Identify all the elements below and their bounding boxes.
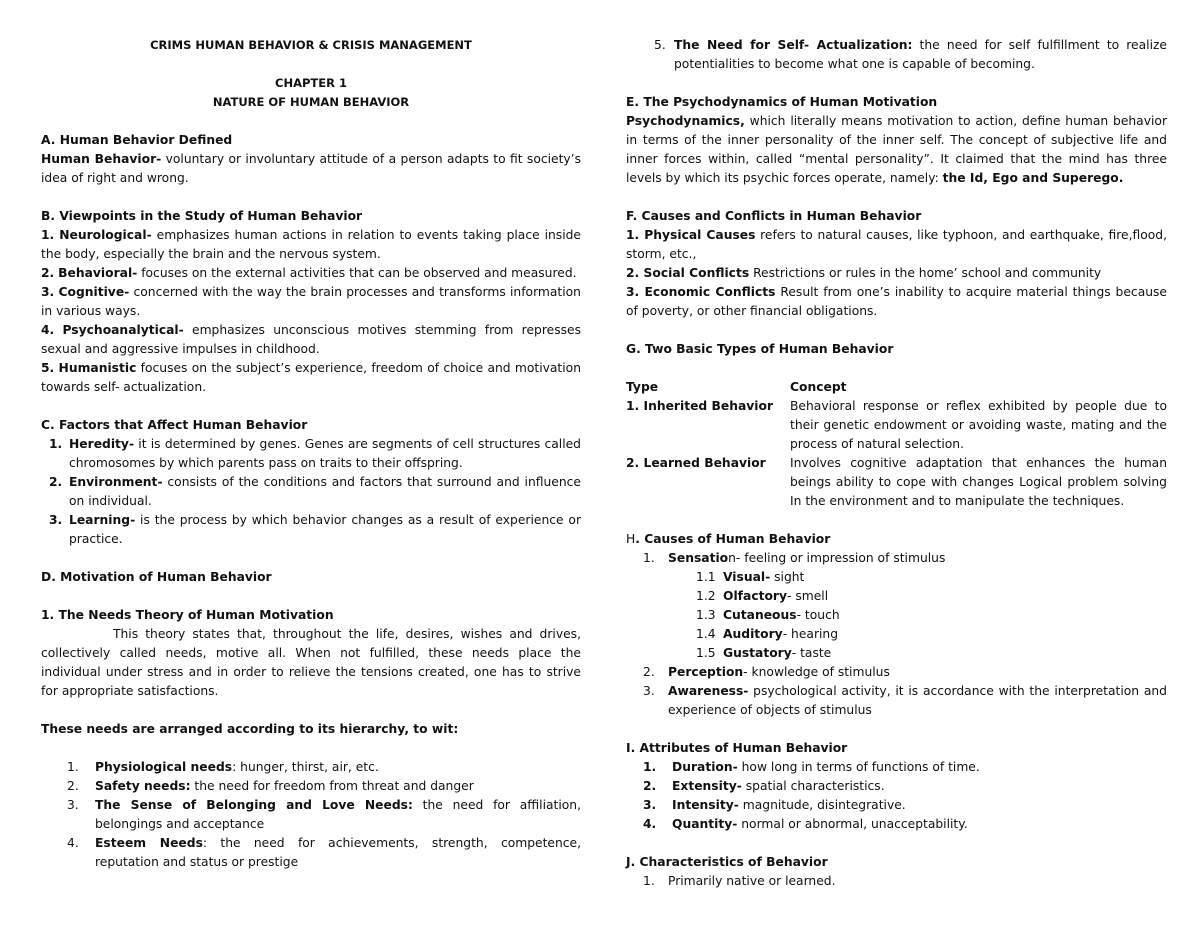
- cause-behavior-item: 3. Awareness- psychological activity, it is accordance with the interpretation and experience of objects of stimulus: [643, 684, 1167, 717]
- table-cell-type: 2. Learned Behavior: [626, 456, 766, 470]
- sense-item: 1.3 Cutaneous- touch: [696, 608, 840, 622]
- chapter-title: NATURE OF HUMAN BEHAVIOR: [212, 95, 410, 109]
- section-e-heading: E. The Psychodynamics of Human Motivation: [626, 95, 938, 109]
- needs-list: [41, 758, 581, 872]
- section-d-heading: D. Motivation of Human Behavior: [41, 570, 272, 584]
- attribute-item: 2. Extensity- spatial characteristics.: [643, 779, 885, 793]
- attribute-item: 3. Intensity- magnitude, disintegrative.: [643, 798, 906, 812]
- chapter-number: CHAPTER 1: [275, 76, 347, 90]
- viewpoint-item: 4. Psychoanalytical- emphasizes unconscious motives stemming from represses sexual and aggressive impulses in childhood.: [41, 323, 581, 356]
- need-item: 5. The Need for Self- Actualization: the need for self fulfillment to realize potentialities to become what one is capable of becoming.: [654, 38, 1168, 71]
- need-item: 3. The Sense of Belonging and Love Needs: the need for affiliation, belongings and acceptance: [67, 798, 581, 831]
- section-f-heading: F. Causes and Conflicts in Human Behavior: [626, 209, 922, 223]
- attribute-item: 4. Quantity- normal or abnormal, unacceptability.: [643, 817, 968, 831]
- characteristic-item: 1. Primarily native or learned.: [643, 874, 836, 888]
- needs-theory-paragraph: This theory states that, throughout the life, desires, wishes and drives, collectively called needs, motive all. When not fulfilled, these needs place the individual under stress and in order to relieve the tensions created, one has to strive for appropriate satisfactions.: [41, 627, 581, 698]
- section-a-definition: Human Behavior- voluntary or involuntary attitude of a person adapts to fit society’s idea of right and wrong.: [41, 152, 581, 185]
- table-cell-type: 1. Inherited Behavior: [626, 399, 774, 413]
- sense-item: 1.5 Gustatory- taste: [696, 646, 832, 660]
- psychodynamics-paragraph: Psychodynamics, which literally means motivation to action, define human behavior in terms of the inner personality of the inner self. The concept of subjective life and inner forces within, called “mental personality”. It claimed that the mind has three levels by which its psychic forces operate, namely: the Id, Ego and Superego.: [626, 114, 1167, 185]
- cause-item: 3. Economic Conflicts Result from one’s inability to acquire material things because of poverty, or other financial obligations.: [626, 285, 1167, 318]
- senses-list: [626, 568, 1167, 663]
- needs-theory-heading: 1. The Needs Theory of Human Motivation: [41, 608, 334, 622]
- left-column: [41, 36, 581, 872]
- table-cell-concept: Involves cognitive adaptation that enhances the human beings ability to cope with changes Logical problem solving In the environment and to manipulate the techniques.: [790, 456, 1167, 508]
- sense-item: 1.4 Auditory- hearing: [696, 627, 839, 641]
- cause-behavior-item: 1. Sensation- feeling or impression of stimulus: [643, 551, 946, 565]
- sense-item: 1.2 Olfactory- smell: [696, 589, 829, 603]
- cause-item: 1. Physical Causes refers to natural causes, like typhoon, and earthquake, fire,flood, storm, etc.,: [626, 228, 1167, 261]
- section-h-heading: H. Causes of Human Behavior: [626, 532, 831, 546]
- table-cell-concept: Behavioral response or reflex exhibited by people due to their genetic endowment or avoiding waste, mating and the process of natural selection.: [790, 399, 1167, 451]
- right-column: [626, 36, 1167, 891]
- cause-item: 2. Social Conflicts Restrictions or rules in the home’ school and community: [626, 266, 1102, 280]
- viewpoint-item: 3. Cognitive- concerned with the way the brain processes and transforms information in various ways.: [41, 285, 581, 318]
- factor-item: 3. Learning- is the process by which behavior changes as a result of experience or practice.: [49, 513, 581, 546]
- behavior-types-table: [626, 378, 1167, 511]
- factor-item: 1. Heredity- it is determined by genes. Genes are segments of cell structures called chromosomes by which parents pass on traits to their offspring.: [49, 437, 581, 470]
- column-header-concept: Concept: [790, 380, 847, 394]
- section-j-heading: J. Characteristics of Behavior: [626, 855, 828, 869]
- cause-behavior-item: 2. Perception- knowledge of stimulus: [643, 665, 890, 679]
- section-g-heading: G. Two Basic Types of Human Behavior: [626, 342, 894, 356]
- hierarchy-heading: These needs are arranged according to its hierarchy, to wit:: [41, 722, 459, 736]
- attribute-item: 1. Duration- how long in terms of functions of time.: [643, 760, 980, 774]
- need-item: 1. Physiological needs: hunger, thirst, air, etc.: [67, 760, 379, 774]
- need-item: 4. Esteem Needs: the need for achievements, strength, competence, reputation and status or prestige: [67, 836, 581, 869]
- viewpoint-item: 1. Neurological- emphasizes human actions in relation to events taking place inside the body, especially the brain and the nervous system.: [41, 228, 581, 261]
- section-a-heading: A. Human Behavior Defined: [41, 133, 233, 147]
- sense-item: 1.1 Visual- sight: [696, 570, 805, 584]
- column-header-type: Type: [626, 380, 659, 394]
- factor-item: 2. Environment- consists of the conditions and factors that surround and influence on individual.: [49, 475, 581, 508]
- section-i-heading: I. Attributes of Human Behavior: [626, 741, 848, 755]
- section-b-heading: B. Viewpoints in the Study of Human Behavior: [41, 209, 363, 223]
- viewpoint-item: 2. Behavioral- focuses on the external activities that can be observed and measured.: [41, 266, 577, 280]
- document-title: CRIMS HUMAN BEHAVIOR & CRISIS MANAGEMENT: [150, 38, 472, 52]
- section-c-heading: C. Factors that Affect Human Behavior: [41, 418, 308, 432]
- need-item: 2. Safety needs: the need for freedom from threat and danger: [67, 779, 474, 793]
- viewpoint-item: 5. Humanistic focuses on the subject’s experience, freedom of choice and motivation towards self- actualization.: [41, 361, 581, 394]
